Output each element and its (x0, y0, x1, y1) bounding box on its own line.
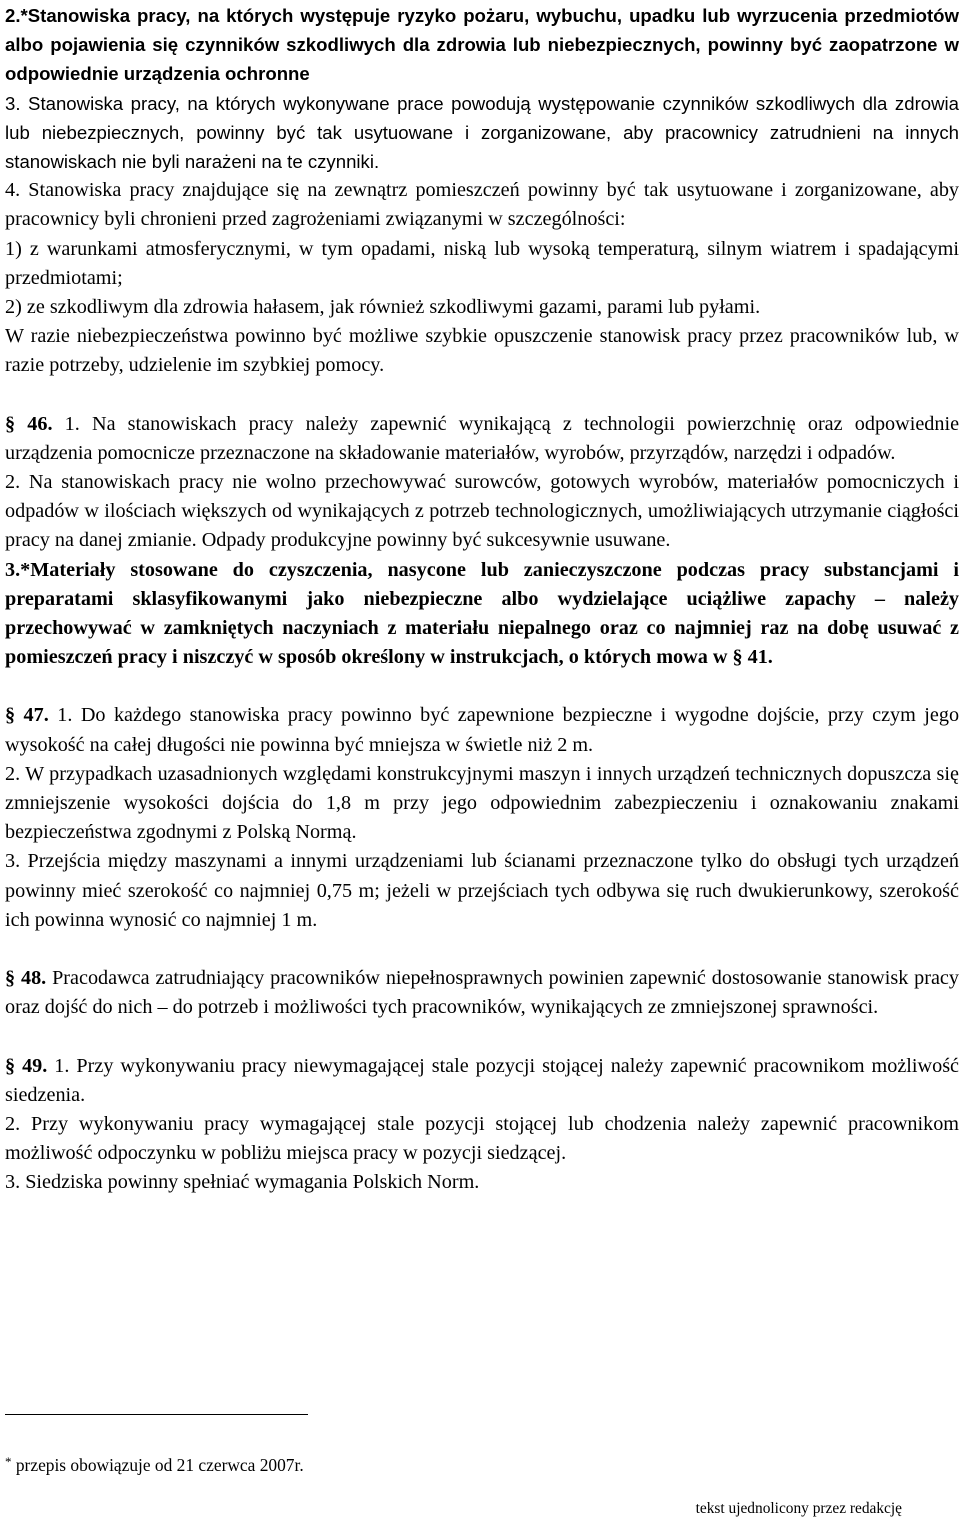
paragraph-46-3 (5, 556, 959, 673)
paragraph-49-3 (5, 1168, 959, 1197)
section-sign: § (5, 704, 16, 727)
item-marker: 3.* (5, 558, 31, 581)
section-number: 46. (27, 412, 53, 435)
paragraph-text: Pracodawca zatrudniający pracowników niepełnosprawnych powinien zapewnić dostosowanie stanowisk pracy oraz dojść do nich – do potrzeb i możliwości tych pracowników, wynikających ze zmniejszonej sprawności. (5, 967, 959, 1019)
section-sign: § (5, 967, 16, 990)
paragraph-text: W razie niebezpieczeństwa powinno być możliwe szybkie opuszczenie stanowisk pracy przez pracowników lub, w razie potrzeby, udzielenie im szybkiej pomocy. (5, 325, 959, 377)
item-marker: 2. (5, 762, 21, 785)
section-number: 49. (22, 1054, 48, 1077)
paragraph-text: Siedziska powinny spełniać wymagania Polskich Norm. (25, 1171, 480, 1194)
item-marker: 2.* (5, 5, 28, 26)
footnote-separator (5, 1414, 308, 1415)
paragraph-text: Przy wykonywaniu pracy wymagającej stale pozycji stojącej lub chodzenia należy zapewnić pracownikom możliwość odpoczynku w pobliżu miejsca pracy w pozycji siedzącej. (5, 1112, 960, 1165)
item-marker: 1. (57, 704, 73, 727)
footnote-marker: * (5, 1454, 12, 1469)
list-item: 1) z warunkami atmosferycznymi, w tym opadami, niską lub wysoką temperaturą, silnym wiatrem i spadającymi przedmiotami; (5, 237, 959, 289)
paragraph-text: Stanowiska pracy, na których występuje ryzyko pożaru, wybuchu, upadku lub wyrzucenia przedmiotów albo pojawienia się czynników szkodliwych dla zdrowia lub niebezpiecznych, powinny być zaopatrzone w odpowiednie urządzenia ochronne (5, 5, 959, 85)
item-marker: 3. (5, 92, 21, 114)
item-marker: 3. (5, 850, 21, 873)
paragraph-text: W przypadkach uzasadnionych względami konstrukcyjnymi maszyn i innych urządzeń technicznych dopuszcza się zmniejszenie wysokości dojścia do 1,8 m przy jego odpowiednim zabezpieczeniu i oznakowaniu znakami bezpieczeństwa zgodnymi z Polską Normą. (5, 762, 959, 844)
footnote-text: przepis obowiązuje od 21 czerwca 2007r. (15, 1455, 304, 1475)
section-sign: § (5, 1054, 16, 1077)
paragraph-text: Stanowiska pracy znajdujące się na zewnątrz pomieszczeń powinny być tak usytuowane i zorganizowane, aby pracownicy byli chronieni przed zagrożeniami związanymi w szczególności: (5, 179, 960, 231)
paragraph-48 (5, 964, 959, 1022)
item-marker: 2. (5, 471, 21, 494)
paragraph-47-2 (5, 760, 959, 848)
paragraph-text: Przejścia między maszynami a innymi urządzeniami lub ścianami przeznaczone tylko do obsługi tych urządzeń powinny mieć szerokość co najmniej 0,75 m; jeżeli w przejściach tych odbywa się ruch dwukierunkowy, szerokość ich powinna wynosić co najmniej 1 m. (5, 850, 959, 931)
paragraph-text: Materiały stosowane do czyszczenia, nasycone lub zanieczyszczone podczas pracy substancjami i preparatami sklasyfikowanymi jako niebezpieczne albo wydzielające uciążliwe zapachy – należy przechowywać w zamkniętych naczyniach z materiału niepalnego oraz co najmniej raz na dobę usuwać z pomieszczeń pracy i niszczyć w sposób określony w instrukcjach, o których mowa w § 41. (5, 558, 959, 669)
item-marker: 4. (5, 179, 21, 202)
footnote (5, 1454, 304, 1476)
paragraph-text: Na stanowiskach pracy nie wolno przechowywać surowców, gotowych wyrobów, materiałów pomocniczych i odpadów w ilościach większych od wynikających z potrzeb technologicznych, umożliwiających utrzymanie ciągłości pracy na danej zmianie. Odpady produkcyjne powinny być sukcesywnie usuwane. (5, 471, 959, 552)
paragraph-49-2 (5, 1110, 959, 1168)
paragraph-47-3 (5, 847, 959, 935)
paragraph-49-1 (5, 1052, 959, 1110)
paragraph-46-1 (5, 410, 959, 468)
item-marker: 1. (54, 1054, 70, 1077)
list-item: 2) ze szkodliwym dla zdrowia hałasem, jak również szkodliwymi gazami, parami lub pyłami. (5, 296, 761, 319)
item-marker: 3. (5, 1171, 21, 1194)
paragraph-text: Do każdego stanowiska pracy powinno być zapewnione bezpieczne i wygodne dojście, przy czym jego wysokość na całej długości nie powinna być mniejsza w świetle niż 2 m. (5, 704, 960, 756)
section-number: 48. (20, 967, 47, 990)
paragraph-45-4 (5, 176, 959, 234)
paragraph-45-2 (5, 1, 959, 89)
paragraph-text: Stanowiska pracy, na których wykonywane prace powodują występowanie czynników szkodliwych dla zdrowia lub niebezpiecznych, powinny być tak usytuowane i zorganizowane, aby pracownicy zatrudnieni na innych stanowiskach nie byli narażeni na te czynniki. (5, 92, 959, 173)
section-sign: § (5, 412, 16, 435)
paragraph-47-1 (5, 701, 959, 759)
paragraph-45-3 (5, 89, 959, 177)
document-page (5, 0, 959, 1527)
paragraph-text: Przy wykonywaniu pracy niewymagającej stale pozycji stojącej należy zapewnić pracownikom możliwość siedzenia. (5, 1054, 960, 1106)
redaction-note: tekst ujednolicony przez redakcję (695, 1500, 902, 1517)
section-number: 47. (23, 704, 49, 727)
item-marker: 2. (5, 1112, 21, 1135)
paragraph-text: Na stanowiskach pracy należy zapewnić wynikającą z technologii powierzchnię oraz odpowiednie urządzenia pomocnicze przeznaczone na składowanie materiałów, wyrobów, przyrządów, narzędzi i odpadów. (5, 412, 960, 464)
item-marker: 1. (64, 412, 80, 435)
paragraph-46-2 (5, 468, 959, 556)
